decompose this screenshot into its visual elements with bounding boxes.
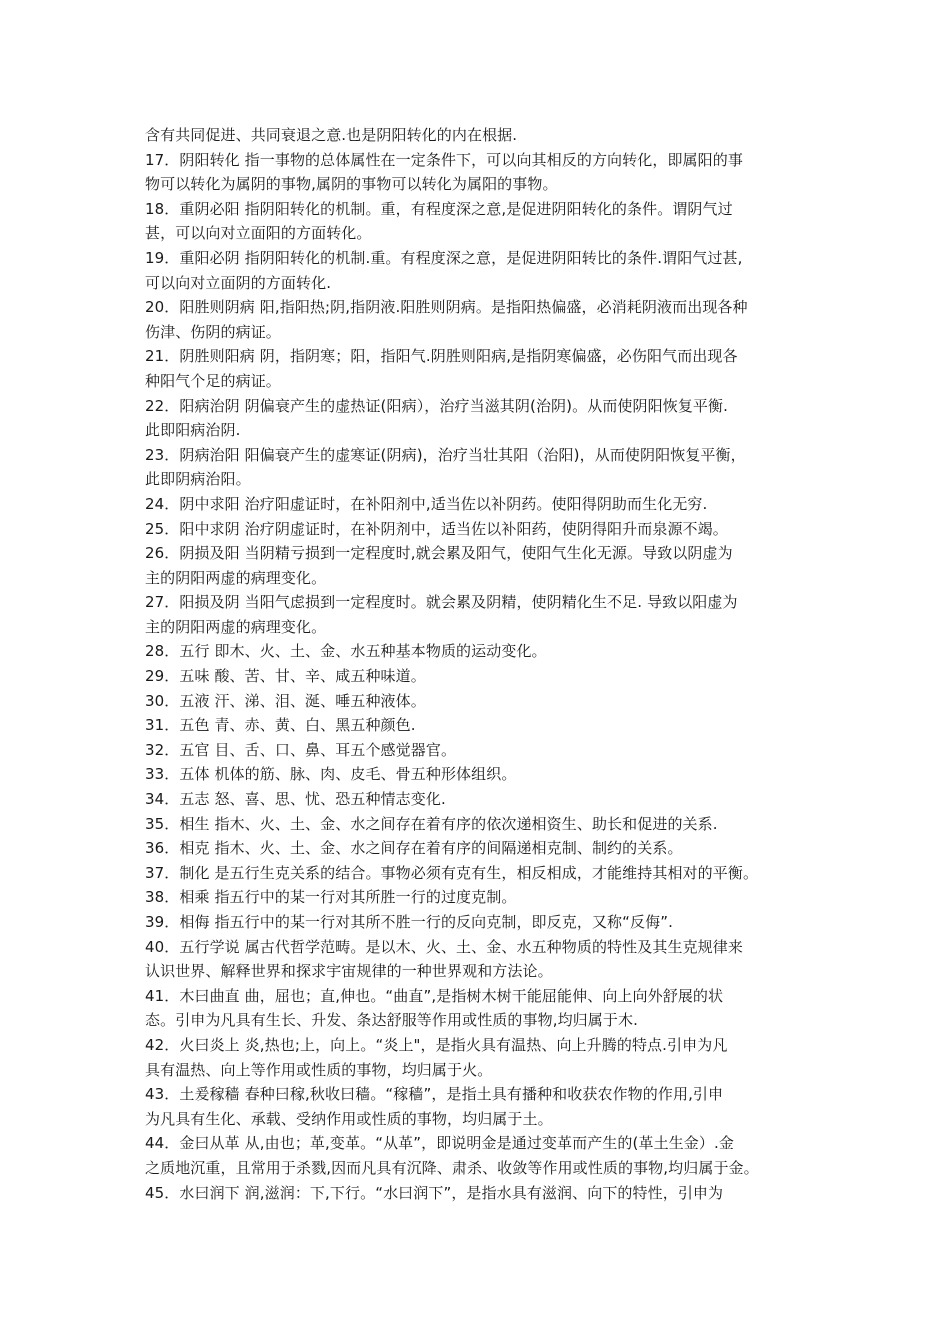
text-line: 27．阳损及阴 当阳气虑损到一定程度时。就会累及阴精，使阴精化生不足. 导致以阳虚为: [145, 593, 738, 612]
text-line: 25．阳中求阴 治疗阴虚证时，在补阴剂中，适当佐以补阳药，使阴得阳升而泉源不竭。: [145, 519, 728, 538]
paragraph: [145, 738, 817, 763]
text-line: 伤津、伤阴的病证。: [145, 322, 281, 341]
paragraph: [145, 639, 817, 664]
text-line: 33．五体 机体的筋、脉、肉、皮毛、骨五种形体组织。: [145, 765, 517, 784]
text-line: 甚，可以向对立面阳的方面转化。: [145, 224, 372, 243]
paragraph: [145, 935, 817, 984]
paragraph: [145, 492, 817, 517]
text-line: 此即阳病治阴.: [145, 421, 241, 440]
text-line: 20．阳胜则阴病 阳,指阳热;阴,指阴液.阳胜则阴病。是指阳热偏盛，必消耗阴液而出现各种: [145, 298, 748, 317]
text-line: 44．金曰从革 从,由也；革,变革。“从革”，即说明金是通过变革而产生的(革土生金）.金: [145, 1134, 734, 1153]
paragraph: [145, 246, 817, 295]
text-line: 40．五行学说 属古代哲学范畴。是以木、火、土、金、水五种物质的特性及其生克规律来: [145, 937, 743, 956]
paragraph: [145, 1181, 817, 1206]
paragraph: [145, 713, 817, 738]
text-line: 29．五味 酸、苦、甘、辛、咸五种味道。: [145, 667, 426, 686]
paragraph: [145, 295, 817, 344]
paragraph: [145, 517, 817, 542]
text-line: 26．阴损及阳 当阴精亏损到一定程度时,就会累及阳气，使阳气生化无源。导致以阴虚为: [145, 544, 733, 563]
paragraph: [145, 541, 817, 590]
text-line: 32．五官 目、舌、口、鼻、耳五个感觉器官。: [145, 740, 457, 759]
paragraph: [145, 910, 817, 935]
text-line: 主的阴阳两虚的病理变化。: [145, 617, 327, 636]
paragraph: [145, 885, 817, 910]
paragraph: [145, 197, 817, 246]
paragraph: [145, 836, 817, 861]
text-line: 19．重阳必阴 指阴阳转化的机制.重。有程度深之意，是促进阴阳转比的条件.谓阳气过甚,: [145, 248, 743, 267]
paragraph: [145, 1033, 817, 1082]
paragraph: [145, 787, 817, 812]
text-line: 43．土爰稼穑 春种曰稼,秋收曰穑。“稼穑”，是指土具有播种和收获农作物的作用,引申: [145, 1085, 724, 1104]
text-line: 17．阴阳转化 指一事物的总体属性在一定条件下，可以向其相反的方向转化，即属阳的事: [145, 150, 743, 169]
text-line: 物可以转化为属阴的事物,属阴的事物可以转化为属阳的事物。: [145, 175, 558, 194]
text-line: 态。引申为凡具有生长、升发、条达舒服等作用或性质的事物,均归属于木.: [145, 1011, 638, 1030]
paragraph: [145, 762, 817, 787]
paragraph: [145, 148, 817, 197]
paragraph: [145, 344, 817, 393]
text-line: 37．制化 是五行生克关系的结合。事物必须有克有生，相反相成，才能维持其相对的平衡。: [145, 863, 759, 882]
text-line: 35．相生 指木、火、土、金、水之间存在着有序的依次递相资生、助长和促进的关系.: [145, 814, 718, 833]
text-line: 之质地沉重，且常用于杀戮,因而凡具有沉降、肃杀、收敛等作用或性质的事物,均归属于金。: [145, 1158, 759, 1177]
text-line: 24．阴中求阳 治疗阳虚证时，在补阳剂中,适当佐以补阴药。使阳得阴助而生化无穷.: [145, 494, 708, 513]
text-line: 42．火曰炎上 炎,热也;上，向上。“炎上"，是指火具有温热、向上升腾的特点.引申为凡: [145, 1035, 728, 1054]
paragraph: [145, 590, 817, 639]
paragraph: [145, 1131, 817, 1180]
text-line: 具有温热、向上等作用或性质的事物，均归属于火。: [145, 1060, 493, 1079]
text-line: 30．五液 汗、涕、泪、涎、唾五种液体。: [145, 691, 426, 710]
text-line: 38．相乘 指五行中的某一行对其所胜一行的过度克制。: [145, 888, 517, 907]
paragraph: [145, 123, 817, 148]
text-line: 28．五行 即木、火、土、金、水五种基本物质的运动变化。: [145, 642, 547, 661]
paragraph: [145, 984, 817, 1033]
text-line: 36．相克 指木、火、土、金、水之间存在着有序的间隔递相克制、制约的关系。: [145, 839, 683, 858]
text-line: 可以向对立面阴的方面转化.: [145, 273, 332, 292]
text-line: 此即阴病治阳。: [145, 470, 251, 489]
paragraph: [145, 443, 817, 492]
paragraph: [145, 664, 817, 689]
text-line: 34．五志 怒、喜、思、忧、恐五种情志变化.: [145, 790, 446, 809]
text-line: 39．相侮 指五行中的某一行对其所不胜一行的反向克制，即反克，又称“反侮”.: [145, 913, 673, 931]
text-line: 21．阴胜则阳病 阴，指阴寒；阳，指阳气.阴胜则阳病,是指阴寒偏盛，必伤阳气而出现各: [145, 347, 738, 366]
text-line: 22．阳病治阴 阴偏衰产生的虚热证(阳病），治疗当滋其阴(治阴)。从而使阴阳恢复平衡.: [145, 396, 728, 415]
text-line: 18．重阴必阳 指阴阳转化的机制。重，有程度深之意,是促进阴阳转化的条件。谓阴气过: [145, 199, 733, 218]
text-line: 主的阴阳两虚的病理变化。: [145, 568, 327, 587]
text-line: 为凡具有生化、承载、受纳作用或性质的事物，均归属于土。: [145, 1109, 553, 1128]
paragraph: [145, 394, 817, 443]
paragraph: [145, 689, 817, 714]
text-line: 45．水曰润下 润,滋润：下,下行。“水曰润下”，是指水具有滋润、向下的特性，引申为: [145, 1183, 724, 1202]
text-line: 含有共同促进、共同衰退之意.也是阴阳转化的内在根据.: [145, 126, 518, 144]
text-line: 31．五色 青、赤、黄、白、黑五种颜色.: [145, 716, 416, 735]
paragraph: [145, 812, 817, 837]
text-line: 23．阴病治阳 阳偏衰产生的虚寒证(阴病)，治疗当壮其阳（治阳)，从而使阴阳恢复平衡，: [145, 445, 746, 464]
text-line: 41．木曰曲直 曲，屈也；直,伸也。“曲直”,是指树木树干能屈能伸、向上向外舒展的状: [145, 986, 724, 1005]
text-line: 认识世界、解释世界和探求宇宙规律的一种世界观和方法论。: [145, 962, 553, 981]
text-line: 种阳气个足的病证。: [145, 371, 281, 390]
document-page: [145, 123, 817, 1205]
paragraph: [145, 861, 817, 886]
paragraph: [145, 1082, 817, 1131]
